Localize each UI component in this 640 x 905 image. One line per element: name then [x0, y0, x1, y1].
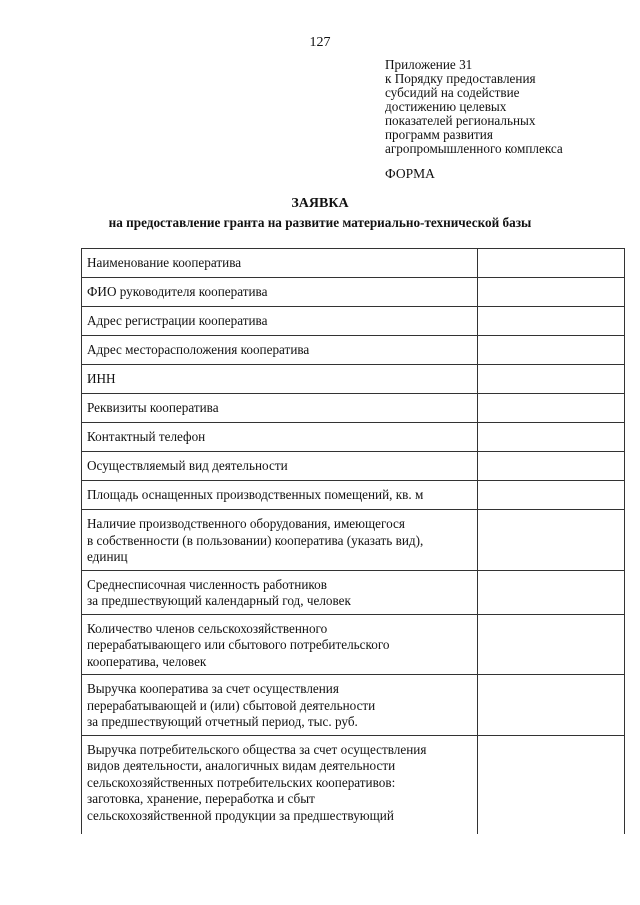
form-row [82, 249, 625, 278]
form-row-label-line: Адрес регистрации кооператива [87, 313, 268, 328]
form-row [82, 394, 625, 423]
appendix-note [385, 58, 625, 156]
form-row-label-line: ФИО руководителя кооператива [87, 284, 268, 299]
form-row-value-cell[interactable] [478, 423, 625, 452]
form-row-label [82, 336, 478, 365]
form-row [82, 365, 625, 394]
appendix-line: Приложение 31 [385, 57, 473, 72]
form-row-value-cell[interactable] [478, 278, 625, 307]
appendix-line: программ развития [385, 127, 493, 142]
form-row-value-cell[interactable] [478, 570, 625, 614]
form-row [82, 423, 625, 452]
form-row-label-line: сельскохозяйственных потребительских кооперативов: [87, 774, 396, 790]
form-row [82, 510, 625, 571]
form-row-label [82, 423, 478, 452]
form-row-label-line: за предшествующий календарный год, человек [87, 593, 351, 608]
appendix-line: субсидий на содействие [385, 85, 520, 100]
form-row-label-line: сельскохозяйственной продукции за предшествующий [87, 807, 394, 823]
appendix-line: достижению целевых [385, 99, 507, 114]
appendix-line: к Порядку предоставления [385, 71, 536, 86]
form-row-label-line: Количество членов сельскохозяйственного [87, 620, 328, 636]
form-row-label-line: кооператива, человек [87, 653, 207, 669]
form-row-value-cell[interactable] [478, 735, 625, 834]
form-row [82, 481, 625, 510]
form-row-value-cell[interactable] [478, 365, 625, 394]
form-table-body [82, 249, 625, 834]
form-row-label-line: единиц [87, 549, 128, 564]
form-row-label-line: Площадь оснащенных производственных помещений, кв. м [87, 487, 424, 502]
form-row-label-line: ИНН [87, 371, 116, 386]
form-row-label-line: в собственности (в пользовании) кооператива (указать вид), [87, 532, 424, 548]
form-row-value-cell[interactable] [478, 394, 625, 423]
form-row-label [82, 510, 478, 571]
form-row-value-cell[interactable] [478, 675, 625, 736]
form-row-value-cell[interactable] [478, 249, 625, 278]
form-row-label-line: Среднесписочная численность работников [87, 576, 327, 592]
form-row [82, 675, 625, 736]
form-row-label-line: Наличие производственного оборудования, имеющегося [87, 516, 405, 531]
form-row-value-cell[interactable] [478, 452, 625, 481]
form-row [82, 307, 625, 336]
form-row [82, 570, 625, 614]
form-label: ФОРМА [385, 166, 435, 181]
form-row-label-line: Реквизиты кооператива [87, 400, 219, 415]
form-row-label [82, 394, 478, 423]
form-row-value-cell[interactable] [478, 510, 625, 571]
application-form-table [81, 248, 625, 834]
form-row [82, 336, 625, 365]
form-row-value-cell[interactable] [478, 336, 625, 365]
form-row-label [82, 481, 478, 510]
form-row-label [82, 675, 478, 736]
form-row-label [82, 570, 478, 614]
form-row [82, 278, 625, 307]
form-row-value-cell[interactable] [478, 481, 625, 510]
form-row-label-line: за предшествующий отчетный период, тыс. руб. [87, 714, 358, 729]
appendix-line: агропромышленного комплекса [385, 141, 563, 156]
form-row-label-line: видов деятельности, аналогичных видам деятельности [87, 758, 396, 773]
appendix-line: показателей региональных [385, 113, 536, 128]
form-row-label [82, 307, 478, 336]
form-row-label [82, 614, 478, 675]
form-row [82, 452, 625, 481]
document-title: ЗАЯВКА [291, 196, 349, 211]
form-row [82, 614, 625, 675]
form-row-label-line: заготовка, хранение, переработка и сбыт [87, 791, 315, 806]
form-row-label-line: Осуществляемый вид деятельности [87, 458, 288, 473]
form-row-label-line: Адрес месторасположения кооператива [87, 342, 310, 357]
page-number: 127 [309, 35, 331, 50]
form-row-value-cell[interactable] [478, 307, 625, 336]
form-row-value-cell[interactable] [478, 614, 625, 675]
form-row-label [82, 452, 478, 481]
form-row-label-line: перерабатывающего или сбытового потребительского [87, 637, 390, 652]
form-row-label [82, 735, 478, 834]
document-subtitle: на предоставление гранта на развитие материально-технической базы [108, 215, 532, 230]
form-row-label [82, 249, 478, 278]
form-row-label [82, 365, 478, 394]
form-row-label-line: перерабатывающей и (или) сбытовой деятельности [87, 697, 376, 713]
form-row-label-line: Наименование кооператива [87, 255, 242, 270]
form-row-label-line: Контактный телефон [87, 429, 206, 444]
form-row-label [82, 278, 478, 307]
form-row-label-line: Выручка кооператива за счет осуществления [87, 681, 339, 696]
form-row [82, 735, 625, 834]
form-row-label-line: Выручка потребительского общества за счет осуществления [87, 741, 427, 757]
